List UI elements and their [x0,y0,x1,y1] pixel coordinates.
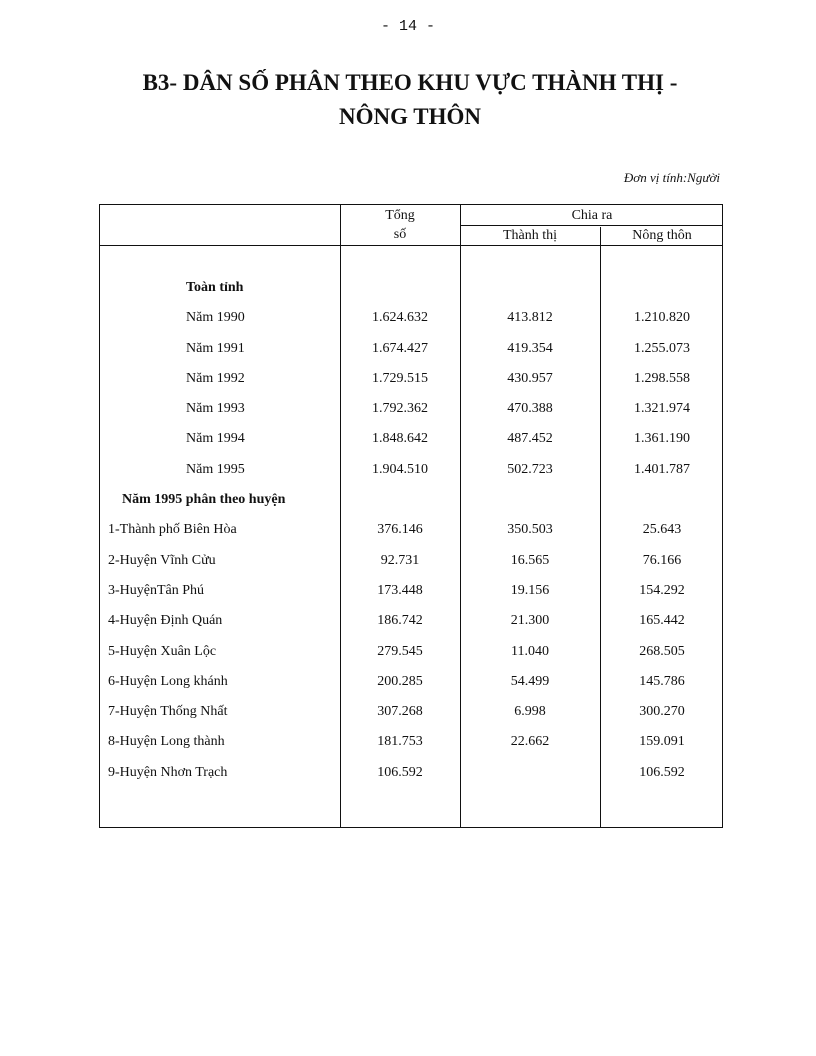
row-label: 1-Thành phố Biên Hòa [108,522,237,538]
table-row [100,576,724,606]
cell-total: 173.448 [377,582,423,598]
cell-urban: 430.957 [507,370,553,386]
cell-urban: 54.499 [510,673,550,689]
row-label: Năm 1992 [186,370,245,386]
cell-rural: 1.321.974 [634,401,690,417]
cell-total: 279.545 [377,643,423,659]
cell-total: 181.753 [377,734,423,750]
cell-rural: 268.505 [639,643,685,659]
header-split: Chia ra [571,208,613,223]
table-row [100,637,724,667]
district-section [100,485,724,515]
table-row [100,515,724,545]
cell-urban: 11.040 [511,643,549,659]
row-label: 6-Huyện Long khánh [108,673,228,689]
province-label: Toàn tỉnh [186,280,244,295]
cell-total: 186.742 [377,613,423,629]
cell-total: 1.848.642 [372,431,428,447]
header-divider [100,245,722,246]
row-label: 5-Huyện Xuân Lộc [108,643,217,659]
cell-urban: 487.452 [507,431,553,447]
table-row [100,727,724,757]
cell-rural: 154.292 [639,582,685,598]
cell-urban: 470.388 [507,401,553,417]
district-section-label: Năm 1995 phân theo huyện [122,492,286,508]
cell-urban: 413.812 [507,310,553,326]
row-label: 2-Huyện Vĩnh Cửu [108,552,216,568]
header-total-line1: Tổng [385,208,415,223]
population-table [99,204,723,828]
row-label: 9-Huyện Nhơn Trạch [108,764,228,780]
cell-rural: 1.210.820 [634,310,690,326]
cell-rural: 1.401.787 [634,461,690,477]
split-divider [460,225,722,226]
cell-urban: 419.354 [507,340,553,356]
cell-total: 1.792.362 [372,401,428,417]
row-label: Năm 1993 [186,401,245,417]
title-line-1: B3- DÂN SỐ PHÂN THEO KHU VỰC THÀNH THỊ - [142,70,678,95]
cell-total: 1.904.510 [372,461,428,477]
cell-rural: 106.592 [639,764,685,780]
cell-urban: 350.503 [507,522,553,538]
cell-urban: 19.156 [510,582,550,598]
cell-urban: 502.723 [507,461,553,477]
cell-rural: 1.298.558 [634,370,690,386]
row-label: Năm 1994 [186,431,245,447]
row-label: Năm 1991 [186,340,245,356]
table-row [100,394,724,424]
title-line-2: NÔNG THÔN [338,104,482,129]
table-row [100,546,724,576]
cell-total: 200.285 [377,673,423,689]
cell-rural: 300.270 [639,704,685,720]
cell-rural: 25.643 [642,522,682,538]
cell-total: 1.674.427 [372,340,428,356]
row-label: 4-Huyện Định Quán [108,613,223,629]
row-label: 7-Huyện Thống Nhất [108,704,228,720]
header-total-line2: số [393,227,407,242]
row-label: 8-Huyện Long thành [108,734,225,750]
table-row [100,606,724,636]
cell-rural: 76.166 [642,552,682,568]
header-urban: Thành thị [502,228,558,243]
cell-rural: 1.361.190 [634,431,690,447]
table-row [100,303,724,333]
province-section [100,273,724,303]
table-row [100,364,724,394]
cell-rural: 165.442 [639,613,685,629]
cell-total: 376.146 [377,522,423,538]
cell-urban: 6.998 [514,704,546,720]
cell-rural: 159.091 [639,734,685,750]
cell-rural: 1.255.073 [634,340,690,356]
cell-total: 92.731 [380,552,420,568]
cell-total: 1.624.632 [372,310,428,326]
table-row [100,334,724,364]
cell-urban: 16.565 [510,552,550,568]
cell-urban: 22.662 [510,734,550,750]
table-row [100,758,724,788]
row-label: Năm 1990 [186,310,245,326]
table-body [100,273,724,788]
cell-rural: 145.786 [639,673,685,689]
unit-note: Đơn vị tính:Người [623,170,720,185]
header-rural: Nông thôn [632,228,692,243]
cell-total: 1.729.515 [372,370,428,386]
row-label: 3-HuyệnTân Phú [108,582,205,598]
cell-total: 307.268 [377,704,423,720]
page-title [90,66,730,134]
row-label: Năm 1995 [186,461,245,477]
cell-total: 106.592 [377,764,423,780]
table-row [100,424,724,454]
cell-urban: 21.300 [510,613,550,629]
table-row [100,455,724,485]
table-row [100,697,724,727]
page-number: - 14 - [380,18,435,35]
table-row [100,667,724,697]
